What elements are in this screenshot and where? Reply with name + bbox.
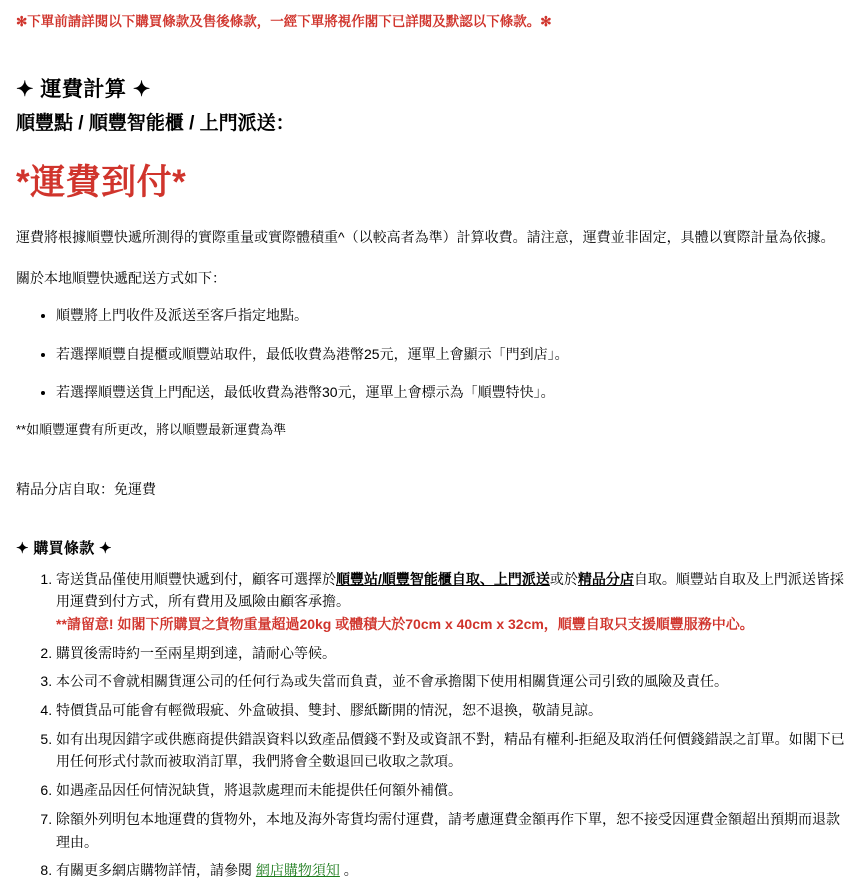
- shipping-methods-subtitle: 順豐點 / 順豐智能櫃 / 上門派送：: [16, 112, 295, 134]
- list-item: • 順豐將上門收件及派送至客戶指定地點。: [56, 304, 845, 326]
- terms-emphasis-pickup-methods: 順豐站/順豐智能櫃自取、上門派送: [336, 570, 550, 587]
- shipping-bullet-list: [16, 304, 845, 403]
- list-item: • 若選擇順豐自提櫃或順豐站取件，最低收費為港幣25元，運單上會顯示「門到店」。: [56, 343, 845, 365]
- shipping-fee-highlight: *運費到付*: [16, 163, 187, 203]
- terms-text-1b: 或於: [549, 570, 578, 587]
- terms-item-4: 4. 特價貨品可能會有輕微瑕疵、外盒破損、雙封、膠紙斷開的情況，恕不退換，敬請見諒。: [56, 699, 845, 722]
- terms-list: [16, 568, 845, 882]
- terms-text-8a: 有關更多網店購物詳情，請參閱: [56, 862, 256, 879]
- store-pickup-note: 精品分店自取：免運費: [16, 481, 156, 498]
- terms-text-1c: 自取。順豐站自取及上門派送皆採用運費到付方式，所有費用及風險由顧客承擔。: [56, 570, 844, 610]
- terms-item-1-warning: **請留意! 如閣下所購買之貨物重量超過20kg 或體積大於70cm x 40cm x 32cm，順豐自取只支援順豐服務中心。: [56, 616, 754, 633]
- terms-text-1a: 寄送貨品僅使用順豐快遞到付，顧客可選擇於: [56, 570, 336, 587]
- terms-item-5: 5. 如有出現因錯字或供應商提供錯誤資料以致產品價錢不對及或資訊不對，精品有權利-拒絕及取消任何價錢錯誤之訂單。如閣下已用任何形式付款而被取消訂單，我們將會全數退回已收取之款項。: [56, 728, 845, 773]
- terms-item-8: [56, 859, 845, 882]
- terms-item-2: 2. 購買後需時約一至兩星期到達，請耐心等候。: [56, 642, 845, 665]
- spacer: [16, 32, 845, 76]
- terms-item-3: 3. 本公司不會就相關貨運公司的任何行為或失當而負責，並不會承擔閣下使用相關貨運公司引致的風險及責任。: [56, 670, 845, 693]
- terms-emphasis-boutique-branch: 精品分店: [577, 570, 634, 587]
- terms-text-8b: 。: [339, 862, 358, 879]
- list-item: • 若選擇順豐送貨上門配送，最低收費為港幣30元，運單上會標示為「順豐特快」。: [56, 381, 845, 403]
- terms-section-title: ✦ 購買條款 ✦: [16, 539, 112, 557]
- shipping-section-title: ✦ 運費計算 ✦: [16, 78, 151, 102]
- shipping-change-note: **如順豐運費有所更改，將以順豐最新運費為準: [16, 421, 287, 437]
- shopping-guide-link[interactable]: 網店購物須知: [255, 862, 340, 879]
- terms-item-1: [56, 568, 845, 636]
- terms-item-7: 7. 除額外列明包本地運費的貨物外，本地及海外寄貨均需付運費，請考慮運費金額再作下單，恕不接受因運費金額超出預期而退款理由。: [56, 808, 845, 853]
- shipping-paragraph-1: 運費將根據順豐快遞所測得的實際重量或實際體積重^（以較高者為準）計算收費。請注意，運費並非固定，具體以實際計量為依據。: [16, 229, 835, 246]
- top-notice: ✻下單前請詳閱以下購買條款及售後條款，一經下單將視作閣下已詳閱及默認以下條款。✻: [16, 14, 552, 29]
- terms-item-6: 6. 如遇產品因任何情況缺貨，將退款處理而未能提供任何額外補償。: [56, 779, 845, 802]
- shipping-paragraph-2: 關於本地順豐快遞配送方式如下：: [16, 270, 226, 287]
